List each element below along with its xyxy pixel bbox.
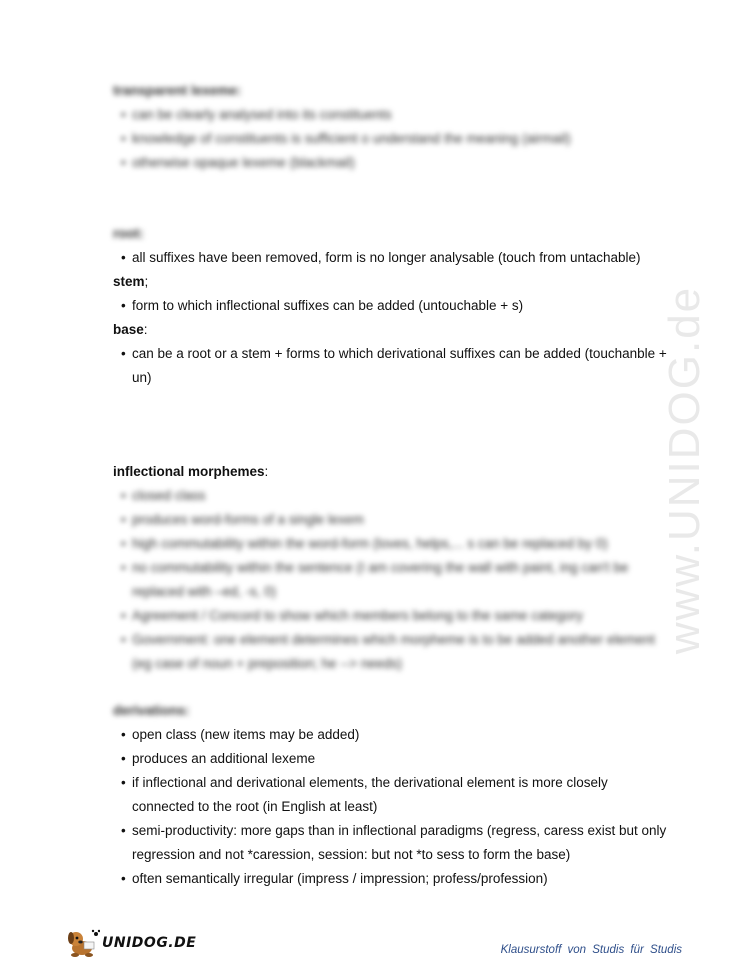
watermark-text: www.UNIDOG.de [660,285,709,655]
list-item: • closed class [113,484,673,508]
list-item: • produces an additional lexeme [113,747,673,771]
list-item: • can be clearly analysed into its constituents [113,103,673,127]
heading-stem: stem; [113,274,149,289]
list-item: • Government: one element determines which morpheme is to be added another element (eg case of noun + preposition; he --> needs) [113,628,673,676]
heading-inflectional-morphemes: inflectional morphemes: [113,464,269,479]
list-derivations [113,723,673,891]
heading-root: root: [113,226,144,241]
list-item: • form to which inflectional suffixes can be added (untouchable + s) [113,294,673,318]
heading-derivations: derivations: [113,703,190,718]
list-item: • otherwise opaque lexeme (blackmail) [113,151,673,175]
logo-text: UNIDOG.DE [102,935,197,951]
section-transparent-lexeme [113,79,673,175]
list-transparent-lexeme [113,103,673,175]
section-root-stem-base [113,222,673,390]
list-item: • if inflectional and derivational elements, the derivational element is more closely connected to the root (in English at least) [113,771,673,819]
list-inflectional-morphemes [113,484,673,676]
list-item: • produces word-forms of a single lexem [113,508,673,532]
dog-mascot-icon [66,928,100,958]
heading-transparent-lexeme: transparent lexeme: [113,83,242,98]
list-stem [113,294,673,318]
footer-tagline: Klausurstoff von Studis für Studis [500,944,682,956]
list-item: • high commutability within the word-form (loves, helps,... s can be replaced by 0) [113,532,673,556]
list-item: • semi-productivity: more gaps than in inflectional paradigms (regress, caress exist but only regression and not *caression, session: but not *to sess to form the base) [113,819,673,867]
list-item: • knowledge of constituents is sufficient o understand the meaning (airmail) [113,127,673,151]
list-root [113,246,673,270]
heading-base: base: [113,322,148,337]
list-base [113,342,673,390]
list-item: • no commutability within the sentence (I am covering the wall with paint, ing can't be replaced with –ed, -s, 0) [113,556,673,604]
list-item: • can be a root or a stem + forms to which derivational suffixes can be added (touchanble + un) [113,342,673,390]
unidog-logo [66,928,196,958]
list-item: • Agreement / Concord to show which members belong to the same category [113,604,673,628]
section-inflectional-morphemes [113,460,673,676]
list-item: • open class (new items may be added) [113,723,673,747]
section-derivations [113,699,673,891]
list-item: • all suffixes have been removed, form is no longer analysable (touch from untachable) [113,246,673,270]
list-item: • often semantically irregular (impress / impression; profess/profession) [113,867,673,891]
